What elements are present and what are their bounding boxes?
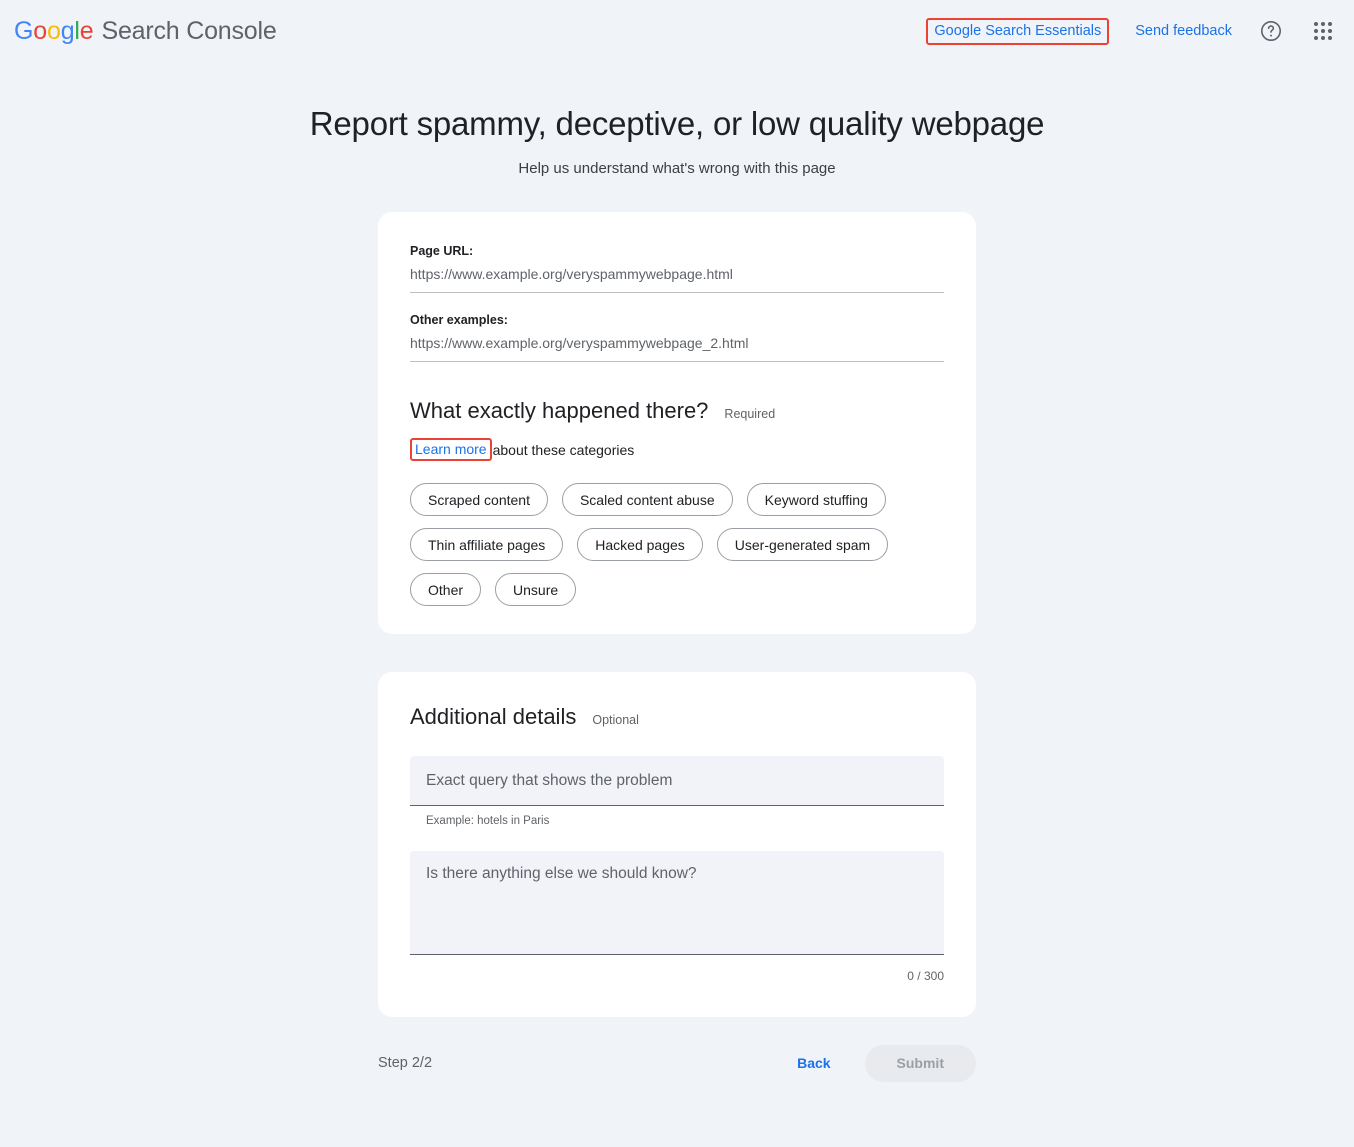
additional-details-heading [410, 704, 944, 730]
exact-query-helper-text: Example: hotels in Paris [426, 815, 550, 827]
footer-actions [783, 1045, 976, 1082]
product-name: Search Console [101, 16, 277, 45]
page-url-label: Page URL: [410, 244, 474, 258]
learn-more-highlight [410, 438, 492, 461]
learn-more-link[interactable]: Learn more [415, 441, 487, 457]
google-search-essentials-link[interactable]: Google Search Essentials [934, 22, 1102, 39]
back-button[interactable]: Back [783, 1047, 844, 1079]
question-heading [410, 398, 944, 424]
help-circle-icon[interactable] [1258, 18, 1284, 44]
question-title: What exactly happened there? [410, 398, 709, 423]
wizard-footer [378, 1039, 976, 1087]
page-title: Report spammy, deceptive, or low quality webpage [309, 105, 1045, 142]
additional-details-card [378, 672, 976, 1017]
additional-details-optional-flag: Optional [592, 713, 639, 727]
chip-unsure[interactable]: Unsure [495, 573, 576, 606]
header-actions [926, 18, 1336, 45]
apps-grid-icon[interactable] [1310, 18, 1336, 44]
chip-scraped-content[interactable]: Scraped content [410, 483, 548, 516]
chip-thin-affiliate-pages[interactable]: Thin affiliate pages [410, 528, 563, 561]
page-subtitle: Help us understand what's wrong with this page [518, 160, 836, 177]
send-feedback-link[interactable]: Send feedback [1135, 23, 1232, 39]
app-header [0, 0, 1354, 62]
report-details-card [378, 212, 976, 634]
chip-hacked-pages[interactable]: Hacked pages [577, 528, 703, 561]
google-search-console-logo[interactable] [14, 17, 277, 46]
submit-button[interactable]: Submit [865, 1045, 976, 1082]
category-chip-group [410, 483, 910, 606]
chip-other[interactable]: Other [410, 573, 481, 606]
page-url-value: https://www.example.org/veryspammywebpage.html [410, 266, 944, 293]
learn-more-rest-text: about these categories [492, 441, 635, 458]
google-wordmark: Google [14, 16, 94, 45]
other-examples-value: https://www.example.org/veryspammywebpage_2.html [410, 335, 944, 362]
google-search-essentials-highlight [926, 18, 1109, 45]
learn-more-line [410, 438, 944, 461]
additional-details-title: Additional details [410, 704, 577, 729]
step-indicator: Step 2/2 [378, 1055, 433, 1071]
chip-scaled-content-abuse[interactable]: Scaled content abuse [562, 483, 733, 516]
anything-else-textarea[interactable] [410, 851, 944, 955]
other-examples-label: Other examples: [410, 313, 508, 327]
chip-user-generated-spam[interactable]: User-generated spam [717, 528, 888, 561]
character-counter: 0 / 300 [907, 969, 944, 983]
question-required-flag: Required [724, 407, 776, 421]
chip-keyword-stuffing[interactable]: Keyword stuffing [747, 483, 886, 516]
exact-query-input[interactable] [410, 756, 944, 806]
